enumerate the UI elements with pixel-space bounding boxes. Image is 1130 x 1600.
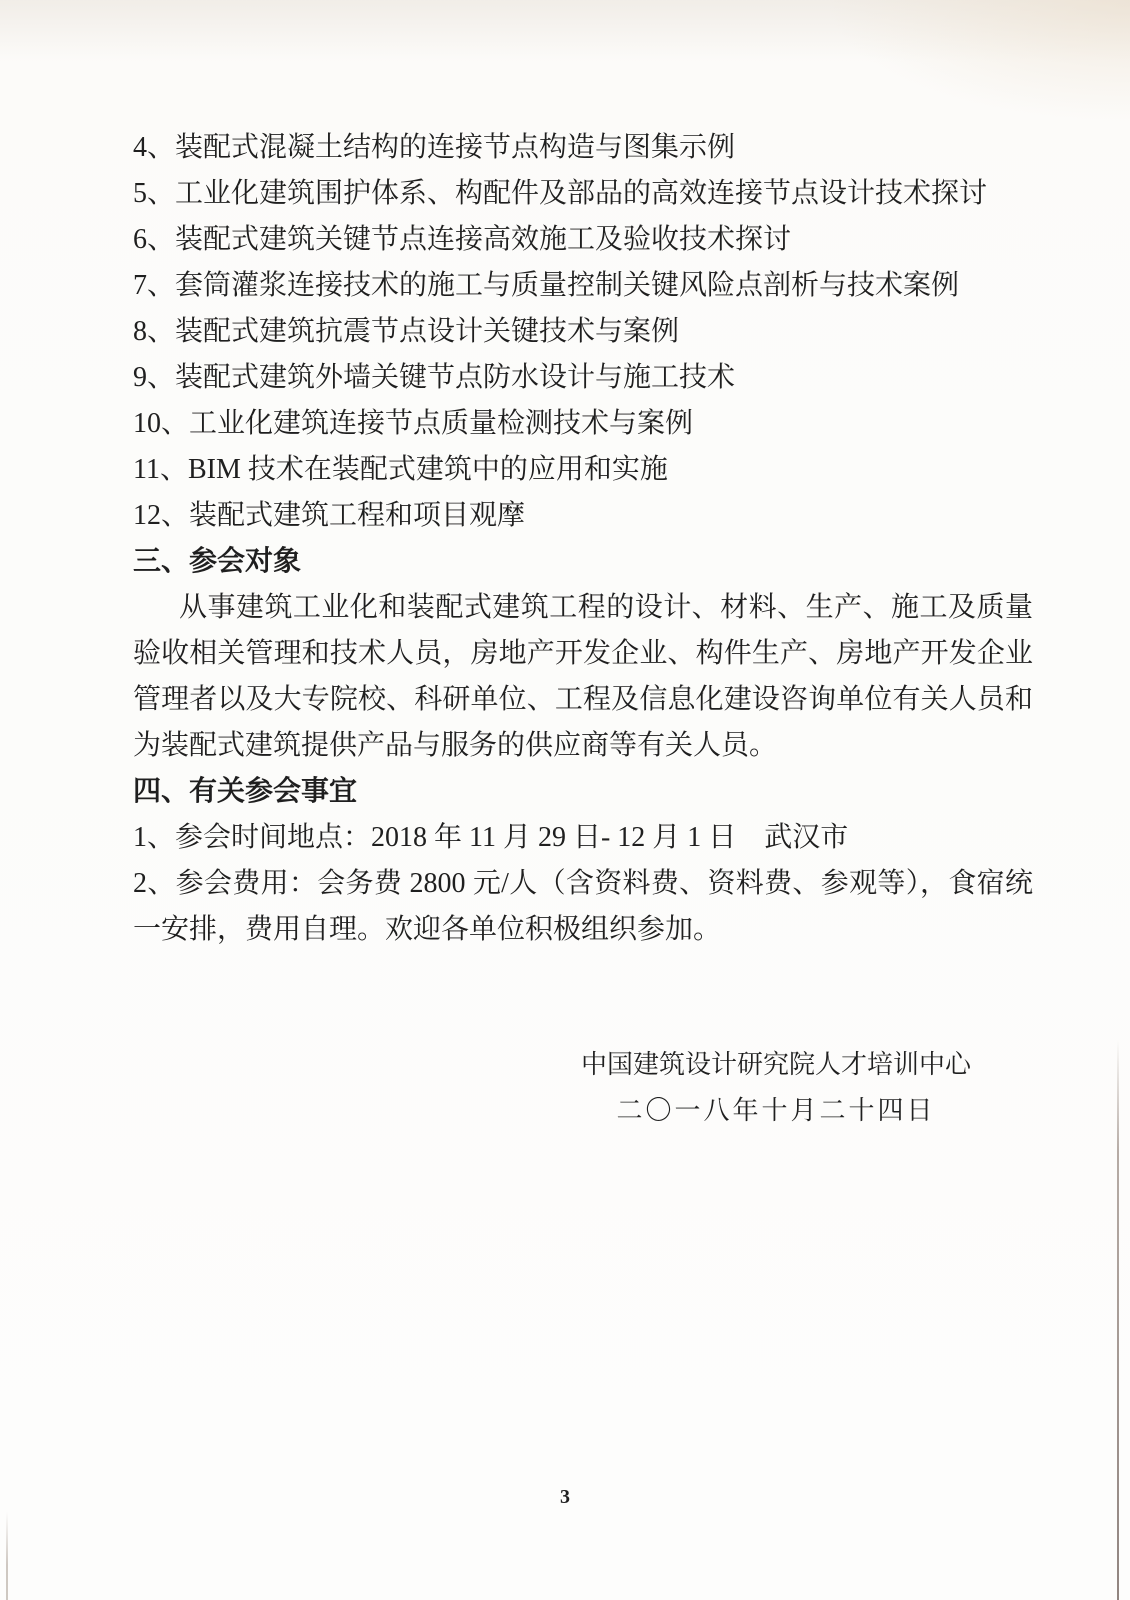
scan-artifact-left-edge	[6, 1512, 8, 1600]
section3-paragraph: 从事建筑工业化和装配式建筑工程的设计、材料、生产、施工及质量验收相关管理和技术人员，房地产开发企业、构件生产、房地产开发企业管理者以及大专院校、科研单位、工程及信息化建设咨询单位有关人员和为装配式建筑提供产品与服务的供应商等有关人员。	[133, 592, 1033, 761]
agenda-item-4: 4、装配式混凝土结构的连接节点构造与图集示例	[133, 132, 736, 163]
section4-item-2: 2、参会费用：会务费 2800 元/人（含资料费、资料费、参观等），食宿统一安排，费用自理。欢迎各单位积极组织参加。	[133, 868, 1033, 945]
section4-item-1: 1、参会时间地点：2018 年 11 月 29 日- 12 月 1 日 武汉市	[133, 822, 849, 853]
signature-inner	[581, 1042, 971, 1134]
agenda-item-6: 6、装配式建筑关键节点连接高效施工及验收技术探讨	[133, 224, 792, 255]
section4-heading: 四、有关参会事宜	[133, 776, 358, 807]
scan-artifact-right-edge	[1117, 1040, 1119, 1600]
page-number: 3	[560, 1486, 570, 1508]
agenda-item-9: 9、装配式建筑外墙关键节点防水设计与施工技术	[133, 362, 736, 393]
signature-organization: 中国建筑设计研究院人才培训中心	[580, 1050, 971, 1079]
document-content	[133, 125, 1033, 1134]
agenda-item-5: 5、工业化建筑围护体系、构配件及部品的高效连接节点设计技术探讨	[133, 178, 988, 209]
signature-block	[133, 1042, 1033, 1134]
agenda-item-11: 11、BIM 技术在装配式建筑中的应用和实施	[133, 454, 668, 485]
agenda-item-12: 12、装配式建筑工程和项目观摩	[133, 500, 526, 531]
signature-date: 二〇一八年十月二十四日	[616, 1096, 936, 1125]
agenda-item-8: 8、装配式建筑抗震节点设计关键技术与案例	[133, 316, 680, 347]
section3-heading: 三、参会对象	[133, 546, 302, 577]
agenda-item-10: 10、工业化建筑连接节点质量检测技术与案例	[133, 408, 694, 439]
agenda-item-7: 7、套筒灌浆连接技术的施工与质量控制关键风险点剖析与技术案例	[133, 270, 960, 301]
